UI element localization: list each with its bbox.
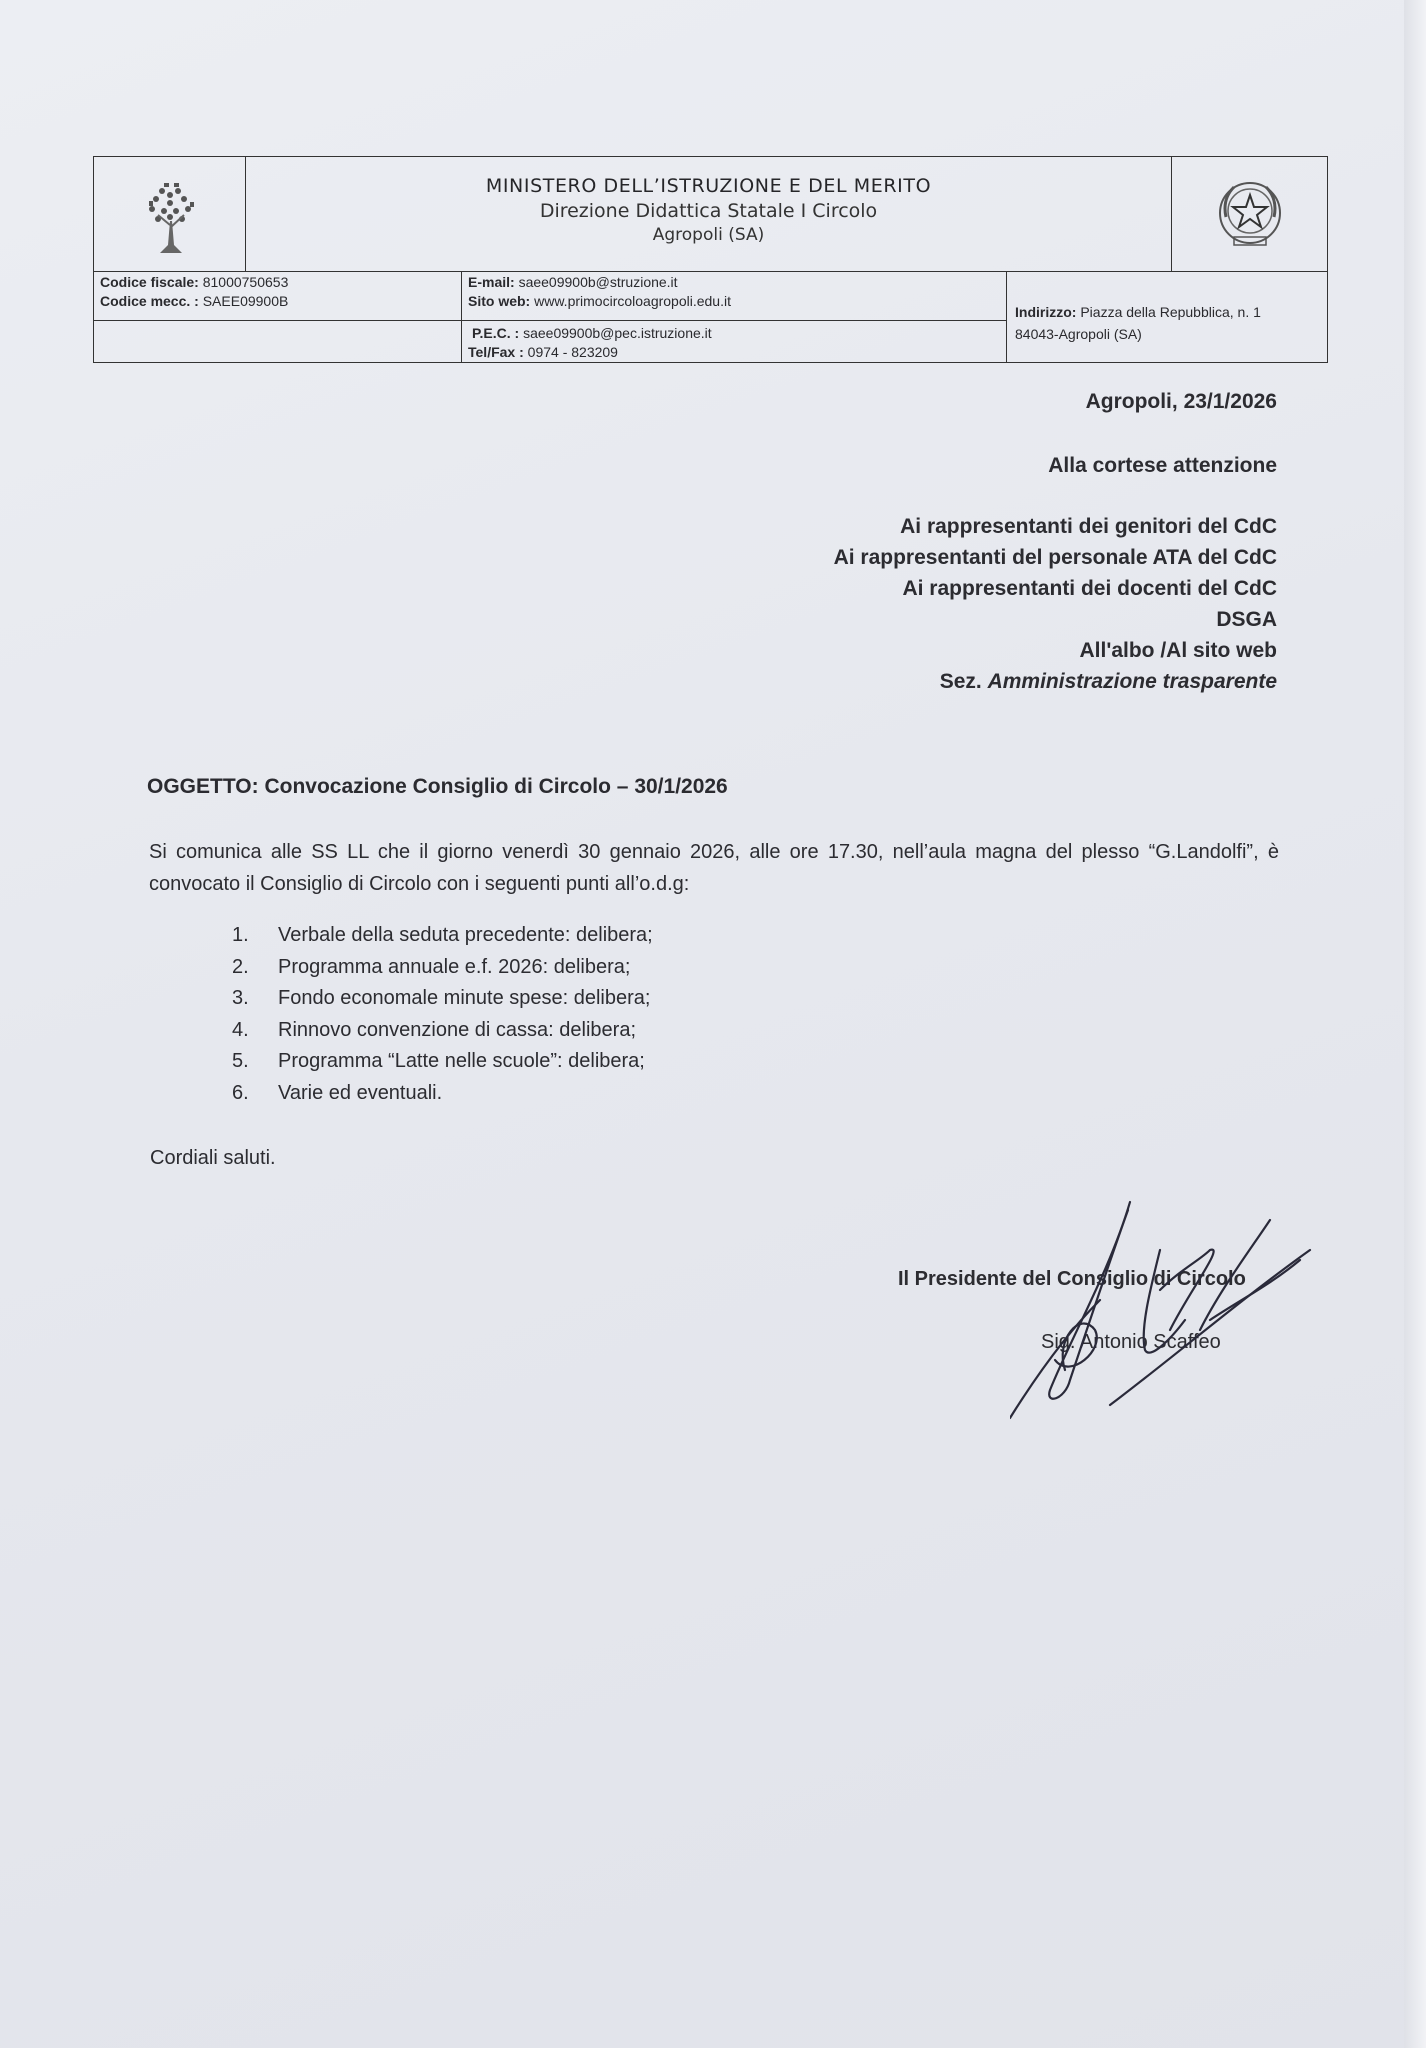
closing-greeting: Cordiali saluti. xyxy=(150,1147,276,1169)
agenda-number: 4. xyxy=(232,1018,249,1041)
agenda-item xyxy=(232,1015,653,1047)
school-city: Agropoli (SA) xyxy=(652,225,765,245)
agenda-text: Fondo economale minute spese: delibera; xyxy=(278,987,651,1010)
recipient-item: All'albo /Al sito web xyxy=(1079,639,1277,662)
recipient-item: DSGA xyxy=(1216,608,1277,631)
agenda-item xyxy=(232,983,653,1015)
agenda-item xyxy=(232,1046,653,1078)
sez-value: Amministrazione trasparente xyxy=(987,670,1277,693)
agenda-number: 1. xyxy=(232,924,249,947)
agenda-text: Varie ed eventuali. xyxy=(278,1081,443,1104)
agenda-number: 6. xyxy=(232,1081,249,1104)
contacts-cell xyxy=(462,272,1007,362)
agenda-text: Verbale della seduta precedente: delibera; xyxy=(278,924,653,947)
agenda-number: 5. xyxy=(232,1050,249,1073)
email-label: E-mail: xyxy=(468,274,515,290)
letter-date: Agropoli, 23/1/2026 xyxy=(1085,390,1277,413)
republic-emblem-cell xyxy=(1171,157,1327,271)
recipient-item: Ai rappresentanti del personale ATA del CdC xyxy=(833,546,1277,569)
body-paragraph: Si comunica alle SS LL che il giorno venerdì 30 gennaio 2026, alle ore 17.30, nell’aula magna del plesso “G.Landolfi”, è convocato il Consiglio di Circolo con i seguenti punti all’o.d.g: xyxy=(149,841,1279,895)
recipient-item-sez xyxy=(834,666,1277,697)
recipient-item: Ai rappresentanti dei genitori del CdC xyxy=(900,515,1277,538)
address-cell xyxy=(1007,272,1327,362)
agenda-number: 3. xyxy=(232,987,249,1010)
codice-mecc-value: SAEE09900B xyxy=(202,293,289,309)
handwritten-signature-icon xyxy=(1010,1190,1360,1430)
fiscal-codes-cell xyxy=(94,272,462,362)
ministry-name: MINISTERO DELL’ISTRUZIONE E DEL MERITO xyxy=(485,175,932,197)
tel-value: 0974 - 823209 xyxy=(527,344,618,360)
subject-line: OGGETTO: Convocazione Consiglio di Circolo – 30/1/2026 xyxy=(147,775,728,798)
agenda-text: Programma “Latte nelle scuole”: delibera; xyxy=(278,1050,645,1073)
agenda-item xyxy=(232,952,653,984)
codice-mecc-label: Codice mecc. : xyxy=(100,293,199,309)
website-value: www.primocircoloagropoli.edu.it xyxy=(534,293,731,309)
pec-label: P.E.C. : xyxy=(472,325,520,341)
attention-line: Alla cortese attenzione xyxy=(1048,454,1277,477)
paper-edge xyxy=(1404,0,1426,2048)
school-name: Direzione Didattica Statale I Circolo xyxy=(539,200,878,222)
agenda-number: 2. xyxy=(232,955,249,978)
pec-value: saee09900b@pec.istruzione.it xyxy=(523,325,712,341)
address-city: 84043-Agropoli (SA) xyxy=(1015,326,1142,342)
letterhead-table xyxy=(93,156,1328,363)
website-label: Sito web: xyxy=(468,293,531,309)
letterhead-title xyxy=(246,157,1171,271)
agenda-text: Rinnovo convenzione di cassa: delibera; xyxy=(278,1018,636,1041)
school-logo-cell xyxy=(94,157,246,271)
italian-republic-emblem-icon xyxy=(1172,157,1328,271)
sez-label: Sez. xyxy=(939,670,982,693)
signature-name: Sig. Antonio Scaffeo xyxy=(1041,1331,1221,1353)
tree-logo-icon xyxy=(94,157,246,271)
contacts-divider xyxy=(462,320,1007,321)
recipients-list xyxy=(834,511,1277,697)
signature-title: Il Presidente del Consiglio di Circolo xyxy=(898,1268,1246,1290)
address-label: Indirizzo: xyxy=(1015,304,1077,320)
address-value: Piazza della Repubblica, n. 1 xyxy=(1080,304,1261,320)
agenda-text: Programma annuale e.f. 2026: delibera; xyxy=(278,955,631,978)
codice-fiscale-value: 81000750653 xyxy=(202,274,289,290)
agenda-item xyxy=(232,1078,653,1110)
codice-fiscale-label: Codice fiscale: xyxy=(100,274,199,290)
fiscal-divider xyxy=(94,320,462,321)
tel-label: Tel/Fax : xyxy=(468,344,524,360)
agenda-item xyxy=(232,920,653,952)
agenda-list xyxy=(232,920,653,1109)
recipient-item: Ai rappresentanti dei docenti del CdC xyxy=(902,577,1277,600)
email-value: saee09900b@struzione.it xyxy=(518,274,678,290)
